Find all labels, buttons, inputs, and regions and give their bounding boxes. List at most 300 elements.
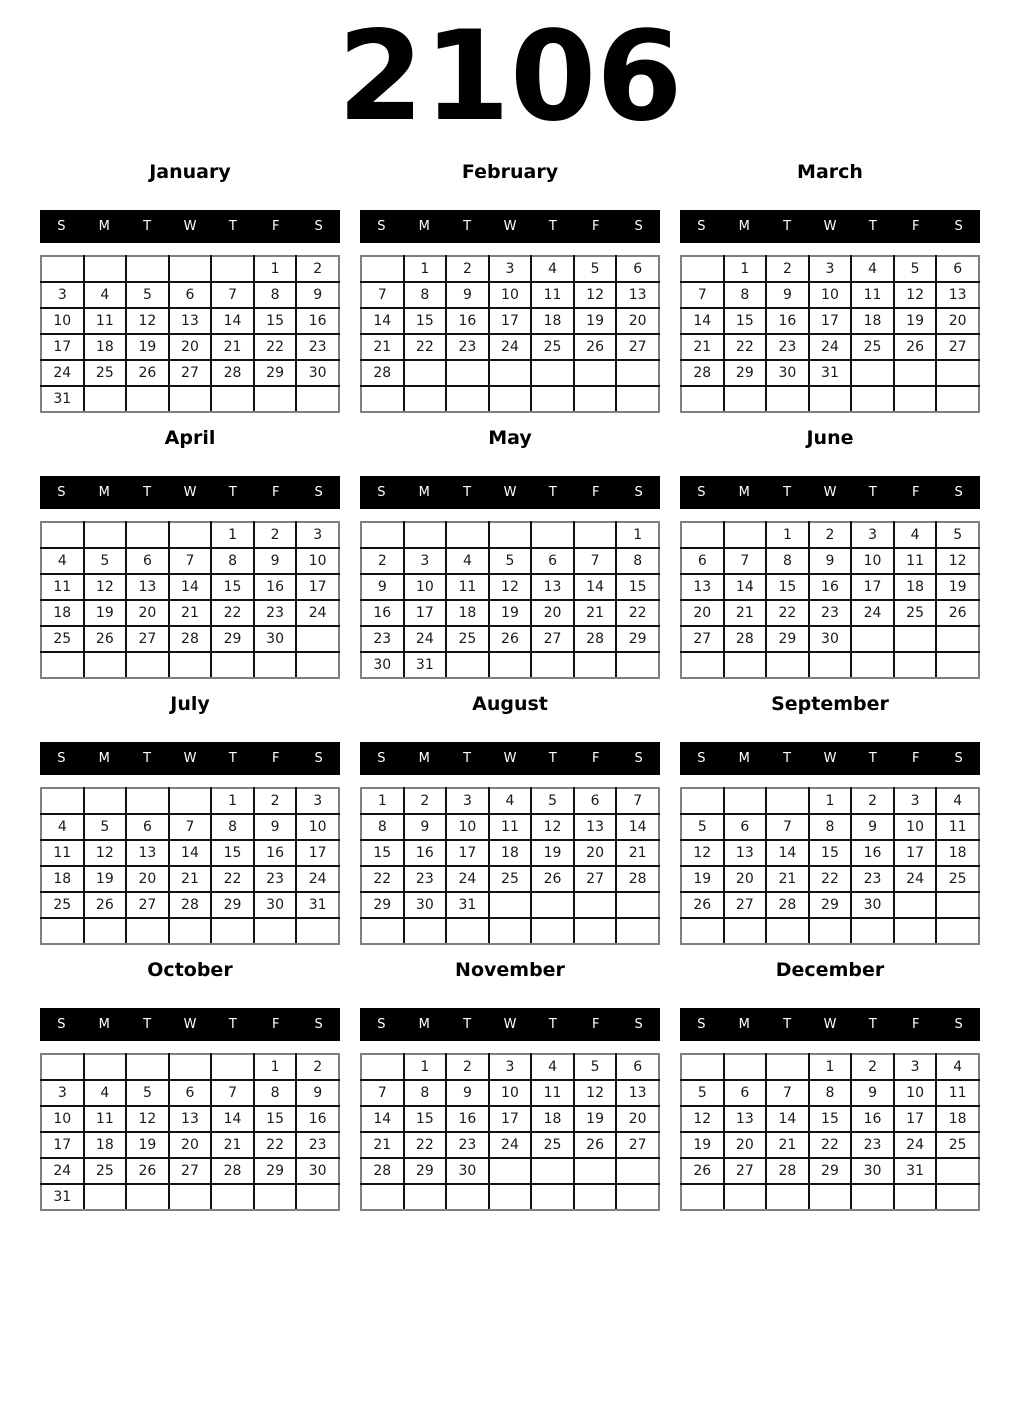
day-cell: 17 [809, 308, 852, 334]
day-cell: 18 [936, 1106, 979, 1132]
day-cell: 16 [446, 1106, 489, 1132]
month-date-body [681, 522, 979, 678]
weekday-label: M [98, 1017, 110, 1033]
day-cell: 3 [296, 788, 339, 814]
day-cell: 25 [489, 866, 532, 892]
empty-day-cell [126, 1054, 169, 1080]
week-row [681, 788, 979, 814]
weekday-label: W [823, 485, 837, 501]
empty-day-cell [894, 918, 937, 944]
day-cell: 12 [489, 574, 532, 600]
empty-day-cell [936, 1158, 979, 1184]
day-cell: 1 [404, 256, 447, 282]
day-cell: 1 [809, 1054, 852, 1080]
day-cell: 17 [489, 1106, 532, 1132]
day-cell: 13 [126, 574, 169, 600]
month-date-body [361, 788, 659, 944]
weekday-label: F [271, 1017, 280, 1033]
day-cell: 2 [809, 522, 852, 548]
day-cell: 22 [724, 334, 767, 360]
empty-day-cell [936, 892, 979, 918]
day-cell: 23 [446, 334, 489, 360]
week-row [681, 1158, 979, 1184]
empty-day-cell [254, 386, 297, 412]
day-cell: 11 [84, 1106, 127, 1132]
day-cell: 14 [169, 574, 212, 600]
week-row [361, 840, 659, 866]
week-row [361, 892, 659, 918]
day-cell: 14 [361, 308, 404, 334]
day-cell: 11 [41, 574, 84, 600]
day-cell: 21 [766, 1132, 809, 1158]
empty-day-cell [84, 256, 127, 282]
day-cell: 14 [169, 840, 212, 866]
day-cell: 25 [851, 334, 894, 360]
empty-day-cell [616, 1158, 659, 1184]
empty-day-cell [489, 360, 532, 386]
day-cell: 10 [489, 1080, 532, 1106]
day-cell: 17 [296, 840, 339, 866]
month-date-table [40, 787, 340, 945]
day-cell: 15 [254, 1106, 297, 1132]
day-cell: 11 [531, 1080, 574, 1106]
day-cell: 3 [446, 788, 489, 814]
week-row [41, 918, 339, 944]
empty-day-cell [169, 386, 212, 412]
week-row [681, 866, 979, 892]
weekday-label: M [418, 485, 430, 501]
day-cell: 5 [894, 256, 937, 282]
empty-day-cell [254, 1184, 297, 1210]
empty-day-cell [169, 788, 212, 814]
weekday-label: S [377, 219, 386, 235]
day-cell: 22 [616, 600, 659, 626]
empty-day-cell [616, 1184, 659, 1210]
month-date-body [361, 256, 659, 412]
weekday-label: F [911, 751, 920, 767]
day-cell: 28 [361, 1158, 404, 1184]
empty-day-cell [809, 1184, 852, 1210]
day-cell: 24 [809, 334, 852, 360]
empty-day-cell [574, 918, 617, 944]
day-cell: 23 [254, 866, 297, 892]
weekday-label: T [868, 219, 877, 235]
empty-day-cell [531, 386, 574, 412]
month-date-table [360, 521, 660, 679]
day-cell: 9 [851, 814, 894, 840]
day-cell: 27 [616, 334, 659, 360]
empty-day-cell [681, 788, 724, 814]
empty-day-cell [851, 360, 894, 386]
day-cell: 27 [531, 626, 574, 652]
day-cell: 13 [724, 840, 767, 866]
day-cell: 25 [84, 1158, 127, 1184]
day-cell: 17 [41, 334, 84, 360]
empty-day-cell [296, 1184, 339, 1210]
day-cell: 12 [936, 548, 979, 574]
empty-day-cell [574, 1184, 617, 1210]
week-row [41, 788, 339, 814]
empty-day-cell [936, 652, 979, 678]
day-cell: 5 [84, 814, 127, 840]
day-cell: 12 [126, 1106, 169, 1132]
empty-day-cell [446, 1184, 489, 1210]
day-cell: 11 [531, 282, 574, 308]
day-cell: 20 [724, 1132, 767, 1158]
week-row [41, 814, 339, 840]
month-date-table [680, 1053, 980, 1211]
day-cell: 23 [809, 600, 852, 626]
day-cell: 16 [296, 1106, 339, 1132]
weekday-label: M [98, 219, 110, 235]
week-row [681, 892, 979, 918]
day-cell: 13 [724, 1106, 767, 1132]
day-cell: 26 [84, 626, 127, 652]
empty-day-cell [84, 918, 127, 944]
day-cell: 9 [766, 282, 809, 308]
empty-day-cell [84, 386, 127, 412]
weekday-label: S [697, 751, 706, 767]
month-date-body [361, 1054, 659, 1210]
month-date-body [41, 788, 339, 944]
empty-day-cell [894, 1184, 937, 1210]
day-cell: 7 [169, 814, 212, 840]
weekday-label: W [183, 485, 197, 501]
day-cell: 20 [616, 1106, 659, 1132]
empty-day-cell [489, 892, 532, 918]
month-block [40, 692, 340, 945]
day-cell: 24 [296, 866, 339, 892]
weekday-label: T [548, 751, 557, 767]
day-cell: 5 [126, 282, 169, 308]
day-cell: 13 [126, 840, 169, 866]
month-title: January [149, 161, 231, 184]
empty-day-cell [211, 652, 254, 678]
day-cell: 15 [254, 308, 297, 334]
day-cell: 20 [574, 840, 617, 866]
day-cell: 2 [254, 522, 297, 548]
day-cell: 23 [254, 600, 297, 626]
empty-day-cell [404, 918, 447, 944]
empty-day-cell [211, 1184, 254, 1210]
day-cell: 21 [574, 600, 617, 626]
empty-day-cell [894, 652, 937, 678]
empty-day-cell [574, 522, 617, 548]
day-cell: 13 [574, 814, 617, 840]
day-cell: 30 [361, 652, 404, 678]
week-row [41, 308, 339, 334]
day-cell: 9 [851, 1080, 894, 1106]
weekday-label: W [503, 219, 517, 235]
week-row [361, 1054, 659, 1080]
week-row [41, 522, 339, 548]
month-title: June [806, 427, 854, 450]
weekday-label: S [314, 751, 323, 767]
weekday-label: M [738, 1017, 750, 1033]
empty-day-cell [681, 1184, 724, 1210]
day-cell: 19 [84, 600, 127, 626]
day-cell: 6 [724, 1080, 767, 1106]
week-row [681, 548, 979, 574]
day-cell: 19 [84, 866, 127, 892]
month-title: February [461, 161, 559, 184]
day-cell: 1 [361, 788, 404, 814]
day-cell: 16 [851, 840, 894, 866]
weekday-label: T [228, 751, 237, 767]
empty-day-cell [361, 386, 404, 412]
empty-day-cell [681, 1054, 724, 1080]
day-cell: 24 [404, 626, 447, 652]
day-cell: 7 [361, 282, 404, 308]
empty-day-cell [681, 256, 724, 282]
day-cell: 27 [169, 360, 212, 386]
weekday-label: F [271, 219, 280, 235]
day-cell: 21 [361, 1132, 404, 1158]
week-row [361, 1158, 659, 1184]
empty-day-cell [616, 918, 659, 944]
day-cell: 14 [681, 308, 724, 334]
weekday-label: S [314, 485, 323, 501]
day-cell: 24 [41, 1158, 84, 1184]
week-row [41, 600, 339, 626]
weekday-header [680, 210, 980, 243]
day-cell: 12 [681, 840, 724, 866]
day-cell: 10 [489, 282, 532, 308]
empty-day-cell [724, 788, 767, 814]
empty-day-cell [169, 1054, 212, 1080]
day-cell: 15 [616, 574, 659, 600]
day-cell: 7 [616, 788, 659, 814]
empty-day-cell [936, 918, 979, 944]
day-cell: 9 [361, 574, 404, 600]
day-cell: 29 [766, 626, 809, 652]
day-cell: 11 [446, 574, 489, 600]
day-cell: 5 [489, 548, 532, 574]
empty-day-cell [766, 918, 809, 944]
day-cell: 3 [41, 1080, 84, 1106]
weekday-label: F [271, 751, 280, 767]
day-cell: 2 [296, 256, 339, 282]
day-cell: 23 [296, 334, 339, 360]
weekday-header [40, 210, 340, 243]
day-cell: 31 [296, 892, 339, 918]
day-cell: 18 [84, 1132, 127, 1158]
day-cell: 23 [404, 866, 447, 892]
empty-day-cell [84, 522, 127, 548]
day-cell: 21 [681, 334, 724, 360]
day-cell: 31 [446, 892, 489, 918]
weekday-label: F [271, 485, 280, 501]
day-cell: 6 [681, 548, 724, 574]
day-cell: 13 [169, 1106, 212, 1132]
day-cell: 16 [809, 574, 852, 600]
month-date-body [681, 1054, 979, 1210]
week-row [41, 1158, 339, 1184]
month-block [40, 958, 340, 1211]
empty-day-cell [809, 918, 852, 944]
empty-day-cell [296, 918, 339, 944]
empty-day-cell [41, 522, 84, 548]
weekday-label: W [503, 485, 517, 501]
day-cell: 15 [404, 1106, 447, 1132]
empty-day-cell [169, 652, 212, 678]
day-cell: 28 [616, 866, 659, 892]
day-cell: 10 [296, 548, 339, 574]
day-cell: 13 [936, 282, 979, 308]
empty-day-cell [126, 1184, 169, 1210]
day-cell: 28 [169, 892, 212, 918]
day-cell: 22 [254, 334, 297, 360]
day-cell: 10 [41, 1106, 84, 1132]
day-cell: 25 [531, 1132, 574, 1158]
empty-day-cell [531, 892, 574, 918]
day-cell: 8 [809, 814, 852, 840]
week-row [681, 840, 979, 866]
day-cell: 27 [126, 626, 169, 652]
empty-day-cell [766, 788, 809, 814]
day-cell: 12 [574, 1080, 617, 1106]
week-row [361, 626, 659, 652]
day-cell: 2 [446, 256, 489, 282]
day-cell: 1 [809, 788, 852, 814]
week-row [681, 522, 979, 548]
weekday-label: F [591, 1017, 600, 1033]
weekday-label: W [823, 751, 837, 767]
month-title: March [797, 161, 863, 184]
day-cell: 30 [446, 1158, 489, 1184]
empty-day-cell [894, 892, 937, 918]
day-cell: 29 [211, 892, 254, 918]
month-title: April [164, 427, 216, 450]
day-cell: 25 [41, 626, 84, 652]
empty-day-cell [681, 522, 724, 548]
day-cell: 18 [851, 308, 894, 334]
weekday-header [40, 1008, 340, 1041]
day-cell: 11 [936, 814, 979, 840]
day-cell: 31 [41, 1184, 84, 1210]
day-cell: 19 [126, 1132, 169, 1158]
weekday-header [680, 476, 980, 509]
day-cell: 11 [41, 840, 84, 866]
weekday-label: T [783, 751, 792, 767]
day-cell: 7 [211, 1080, 254, 1106]
day-cell: 4 [894, 522, 937, 548]
day-cell: 10 [809, 282, 852, 308]
day-cell: 17 [894, 1106, 937, 1132]
day-cell: 19 [681, 866, 724, 892]
month-block [680, 958, 980, 1211]
weekday-label: S [57, 485, 66, 501]
day-cell: 27 [681, 626, 724, 652]
empty-day-cell [126, 788, 169, 814]
weekday-label: T [463, 219, 472, 235]
weekday-label: M [418, 219, 430, 235]
weekday-label: S [954, 219, 963, 235]
empty-day-cell [894, 386, 937, 412]
day-cell: 30 [766, 360, 809, 386]
empty-day-cell [446, 386, 489, 412]
weekday-header [40, 742, 340, 775]
weekday-label: T [868, 751, 877, 767]
day-cell: 2 [296, 1054, 339, 1080]
day-cell: 17 [446, 840, 489, 866]
empty-day-cell [404, 522, 447, 548]
weekday-label: W [183, 1017, 197, 1033]
day-cell: 1 [724, 256, 767, 282]
empty-day-cell [41, 256, 84, 282]
weekday-label: T [548, 485, 557, 501]
day-cell: 27 [169, 1158, 212, 1184]
day-cell: 18 [41, 866, 84, 892]
day-cell: 25 [84, 360, 127, 386]
month-date-body [41, 256, 339, 412]
day-cell: 2 [851, 1054, 894, 1080]
day-cell: 1 [211, 788, 254, 814]
day-cell: 30 [851, 892, 894, 918]
week-row [681, 574, 979, 600]
empty-day-cell [531, 652, 574, 678]
weekday-label: T [463, 751, 472, 767]
day-cell: 21 [211, 334, 254, 360]
day-cell: 28 [574, 626, 617, 652]
day-cell: 4 [531, 256, 574, 282]
day-cell: 24 [489, 334, 532, 360]
empty-day-cell [169, 918, 212, 944]
day-cell: 28 [724, 626, 767, 652]
weekday-label: S [634, 219, 643, 235]
empty-day-cell [724, 1054, 767, 1080]
month-date-table [360, 255, 660, 413]
day-cell: 19 [531, 840, 574, 866]
weekday-label: S [697, 485, 706, 501]
empty-day-cell [616, 386, 659, 412]
day-cell: 13 [681, 574, 724, 600]
weekday-label: T [548, 219, 557, 235]
day-cell: 1 [254, 1054, 297, 1080]
day-cell: 13 [169, 308, 212, 334]
day-cell: 21 [211, 1132, 254, 1158]
day-cell: 2 [851, 788, 894, 814]
empty-day-cell [851, 626, 894, 652]
day-cell: 11 [489, 814, 532, 840]
weekday-label: T [143, 751, 152, 767]
week-row [41, 1132, 339, 1158]
day-cell: 22 [766, 600, 809, 626]
day-cell: 14 [574, 574, 617, 600]
empty-day-cell [489, 1158, 532, 1184]
month-date-table [360, 787, 660, 945]
day-cell: 27 [724, 892, 767, 918]
weekday-label: T [228, 485, 237, 501]
day-cell: 24 [894, 866, 937, 892]
weekday-label: T [143, 219, 152, 235]
day-cell: 15 [809, 840, 852, 866]
day-cell: 17 [894, 840, 937, 866]
day-cell: 8 [404, 282, 447, 308]
day-cell: 19 [574, 308, 617, 334]
day-cell: 5 [126, 1080, 169, 1106]
month-date-table [360, 1053, 660, 1211]
weekday-label: F [591, 219, 600, 235]
week-row [361, 1184, 659, 1210]
empty-day-cell [254, 918, 297, 944]
day-cell: 1 [404, 1054, 447, 1080]
empty-day-cell [809, 386, 852, 412]
day-cell: 21 [766, 866, 809, 892]
week-row [361, 1106, 659, 1132]
day-cell: 19 [574, 1106, 617, 1132]
day-cell: 19 [936, 574, 979, 600]
